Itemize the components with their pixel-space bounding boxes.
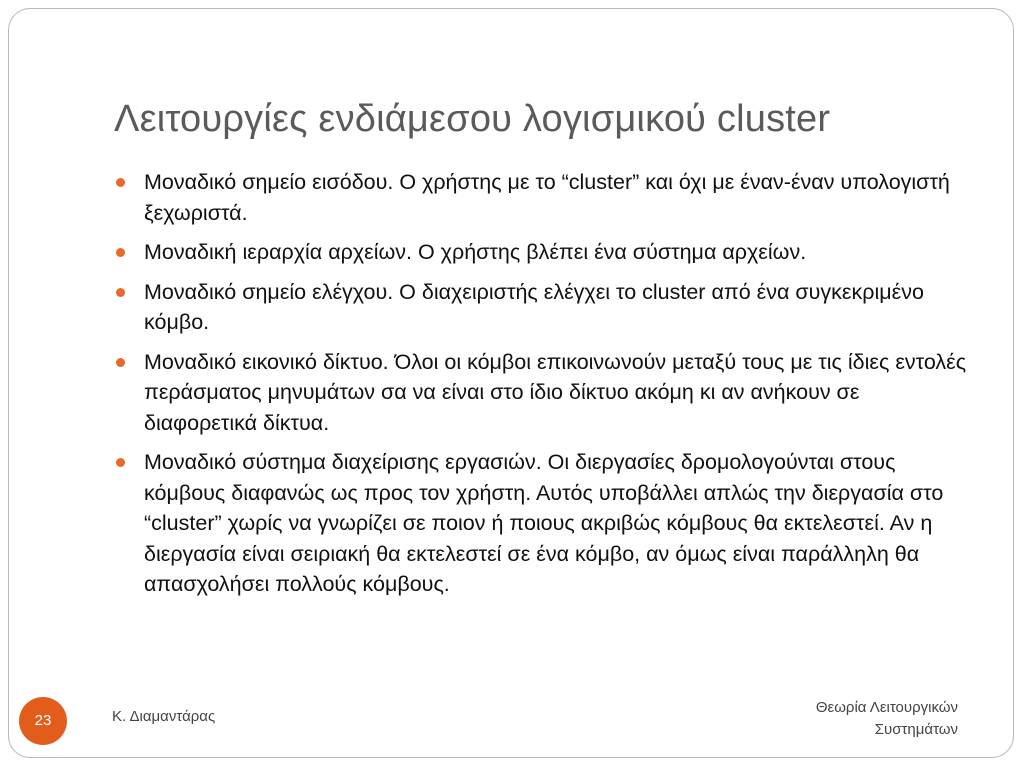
bullet-text: Μοναδικό εικονικό δίκτυο. Όλοι οι κόμβοι επικοινωνούν μεταξύ τους με τις ίδιες εντολές περάσματος μηνυμάτων σα να είναι στο ίδιο δίκτυο ακόμη κι αν ανήκουν σε διαφορετικά δίκτυα. <box>144 349 967 435</box>
slide-title: Λειτουργίες ενδιάμεσου λογισμικού cluster <box>114 98 831 140</box>
bullet-text: Μοναδικό σημείο εισόδου. Ο χρήστης με το “cluster” και όχι με έναν-έναν υπολογιστή ξεχωριστά. <box>144 170 950 225</box>
bullet-item <box>114 447 974 600</box>
footer-course-line-1: Θεωρία Λειτουργικών <box>815 699 958 716</box>
bullet-item <box>114 347 974 439</box>
bullet-item <box>114 237 974 268</box>
bullet-text: Μοναδικό σύστημα διαχείρισης εργασιών. Οι διεργασίες δρομολογούνται στους κόμβους διαφανώς ως προς τον χρήστη. Αυτός υποβάλλει απλώς την διεργασία στο “cluster” χωρίς να γνωρίζει σε ποιον ή ποιους ακριβώς κόμβους θα εκτελεστεί. Αν η διεργασία είναι σειριακή θα εκτελεστεί σε ένα κόμβο, αν όμως είναι παράλληλη θα απασχολήσει πολλούς κόμβους. <box>144 450 944 596</box>
bullet-dot-icon <box>116 288 125 297</box>
bullet-item <box>114 277 974 338</box>
footer-course-title <box>816 697 958 741</box>
bullet-dot-icon <box>116 458 125 467</box>
bullet-dot-icon <box>116 248 125 257</box>
page-number-badge: 23 <box>19 697 67 745</box>
bullet-item <box>114 167 974 228</box>
bullet-dot-icon <box>116 358 125 367</box>
bullet-list <box>114 167 974 609</box>
bullet-dot-icon <box>116 178 125 187</box>
footer-author: Κ. Διαμαντάρας <box>112 708 216 725</box>
bullet-text: Μοναδικό σημείο ελέγχου. Ο διαχειριστής ελέγχει το cluster από ένα συγκεκριμένο κόμβο. <box>144 279 924 334</box>
bullet-text: Μοναδική ιεραρχία αρχείων. Ο χρήστης βλέπει ένα σύστημα αρχείων. <box>144 240 807 264</box>
footer-course-line-2: Συστημάτων <box>874 721 958 738</box>
